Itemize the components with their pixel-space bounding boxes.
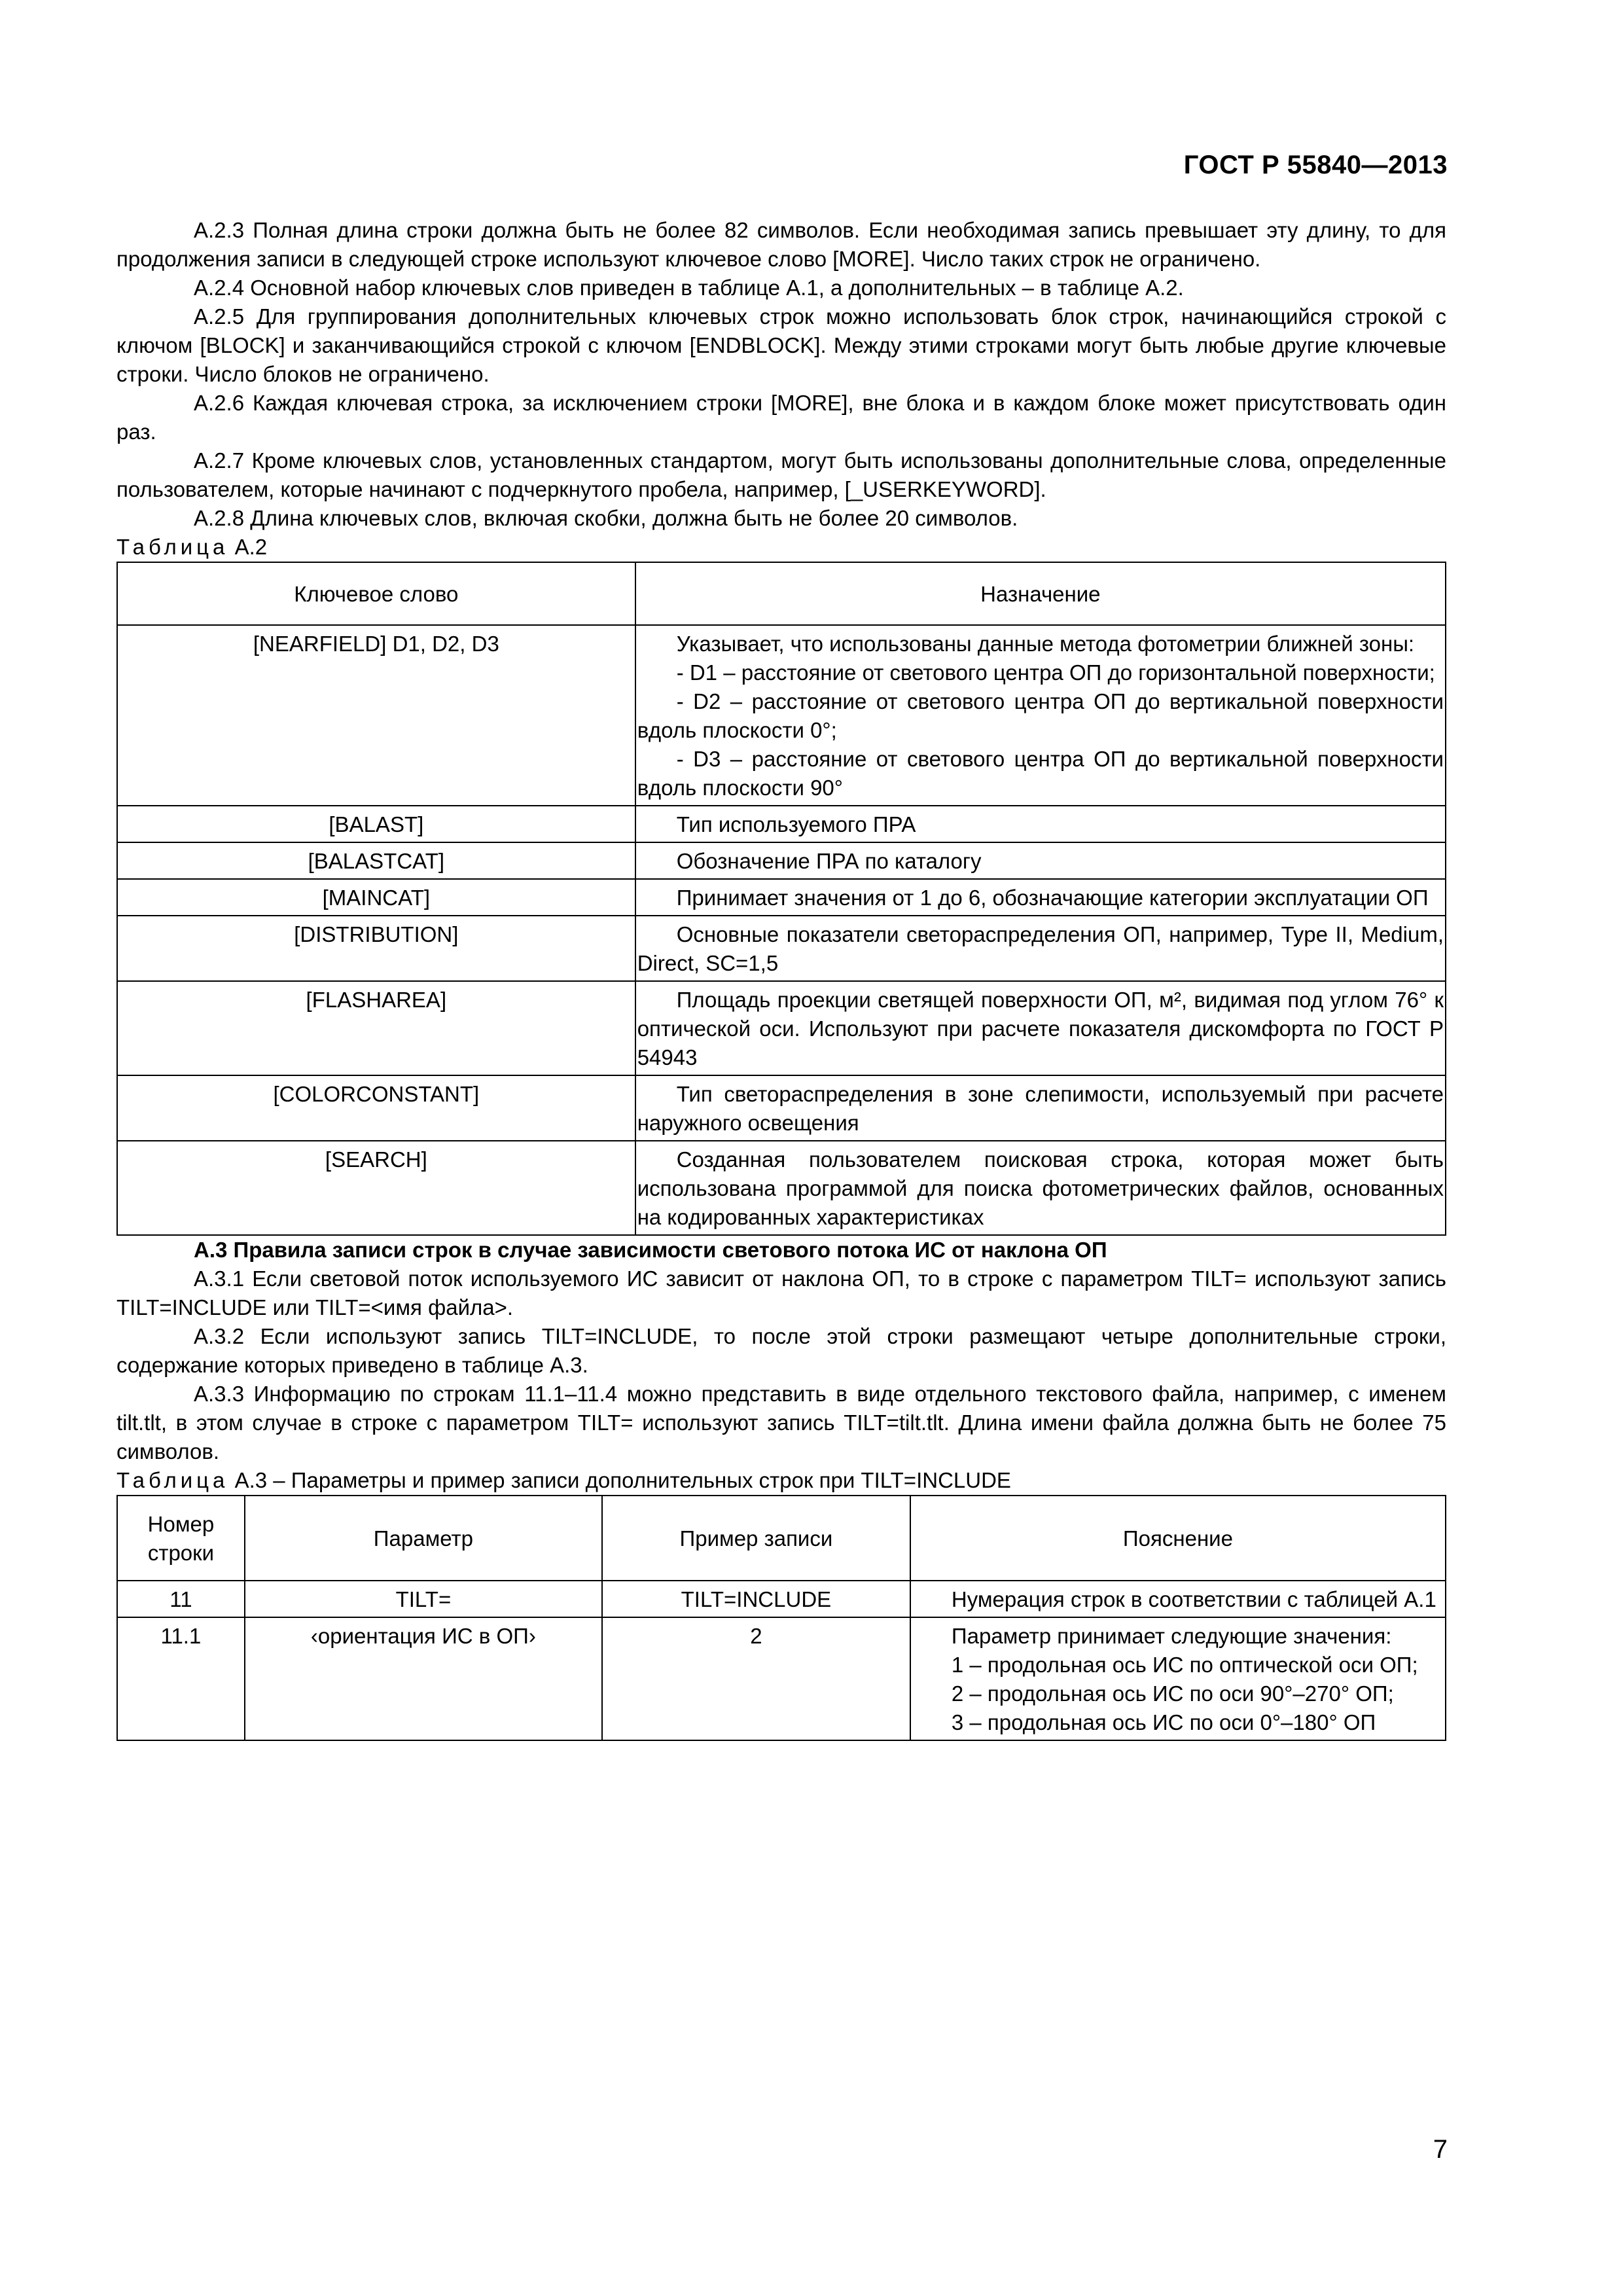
explanation-cell bbox=[910, 1617, 1446, 1740]
explanation-item: 1 – продольная ось ИС по оптической оси ОП; bbox=[951, 1653, 1418, 1677]
row-number-cell: 11.1 bbox=[117, 1617, 245, 1740]
keyword-cell: [SEARCH] bbox=[117, 1141, 635, 1235]
purpose-cell bbox=[635, 916, 1446, 981]
paragraph: А.2.7 Кроме ключевых слов, установленных стандартом, могут быть использованы дополнительные слова, определенные пользователем, которые начинают с подчеркнутого пробела, например, [_USERKEYWORD]. bbox=[116, 448, 1446, 501]
purpose-cell bbox=[635, 842, 1446, 879]
purpose-cell bbox=[635, 1141, 1446, 1235]
purpose-text: Основные показатели светораспределения ОП, например, Type II, Medium, Direct, SC=1,5 bbox=[637, 922, 1444, 975]
document-code: ГОСТ Р 55840—2013 bbox=[1183, 151, 1448, 179]
explanation-text: Параметр принимает следующие значения: bbox=[951, 1624, 1392, 1648]
paragraph: А.3.3 Информацию по строкам 11.1–11.4 можно представить в виде отдельного текстового файла, например, с именем tilt.tlt, в этом случае в строке с параметром TILT= используют запись TILT=tilt.tlt. Длина имени файла должна быть не более 75 символов. bbox=[116, 1382, 1446, 1463]
table-row bbox=[117, 916, 1446, 981]
table-row bbox=[117, 842, 1446, 879]
purpose-cell bbox=[635, 981, 1446, 1075]
table-a3 bbox=[116, 1495, 1446, 1741]
keyword-cell: [NEARFIELD] D1, D2, D3 bbox=[117, 625, 635, 806]
row-number-cell: 11 bbox=[117, 1581, 245, 1617]
purpose-cell bbox=[635, 879, 1446, 916]
table-row bbox=[117, 1581, 1446, 1617]
table-row bbox=[117, 879, 1446, 916]
explanation-item: 3 – продольная ось ИС по оси 0°–180° ОП bbox=[951, 1710, 1376, 1734]
purpose-text: Созданная пользователем поисковая строка, которая может быть использована программой для поиска фотометрических файлов, основанных на кодированных характеристиках bbox=[637, 1147, 1444, 1229]
table-a3-caption bbox=[116, 1466, 1446, 1495]
purpose-text: Принимает значения от 1 до 6, обозначающие категории эксплуатации ОП bbox=[676, 886, 1429, 910]
paragraph: А.3.1 Если световой поток используемого ИС зависит от наклона ОП, то в строке с параметром TILT= используют запись TILT=INCLUDE или TILT=<имя файла>. bbox=[116, 1266, 1446, 1319]
table-row bbox=[117, 981, 1446, 1075]
keyword-cell: [DISTRIBUTION] bbox=[117, 916, 635, 981]
table-a2-header-key: Ключевое слово bbox=[117, 562, 635, 625]
section-a3-paragraphs bbox=[116, 1265, 1446, 1466]
page-content bbox=[116, 216, 1446, 1741]
table-row bbox=[117, 1075, 1446, 1141]
keyword-cell: [MAINCAT] bbox=[117, 879, 635, 916]
top-paragraphs bbox=[116, 216, 1446, 533]
table-row bbox=[117, 806, 1446, 842]
table-a3-header-explanation: Пояснение bbox=[910, 1496, 1446, 1581]
purpose-text: Указывает, что использованы данные метода фотометрии ближней зоны: bbox=[676, 632, 1415, 656]
parameter-cell: ‹ориентация ИС в ОП› bbox=[245, 1617, 602, 1740]
table-a3-body bbox=[117, 1581, 1446, 1740]
purpose-text: Площадь проекции светящей поверхности ОП, м², видимая под углом 76° к оптической оси. Используют при расчете показателя дискомфорта по ГОСТ Р 54943 bbox=[637, 988, 1444, 1069]
keyword-cell: [FLASHAREA] bbox=[117, 981, 635, 1075]
explanation-item: 2 – продольная ось ИС по оси 90°–270° ОП; bbox=[951, 1681, 1394, 1706]
table-a2 bbox=[116, 562, 1446, 1236]
table-a3-header-example: Пример записи bbox=[602, 1496, 910, 1581]
purpose-cell bbox=[635, 1075, 1446, 1141]
table-a3-header-parameter: Параметр bbox=[245, 1496, 602, 1581]
table-row bbox=[117, 1141, 1446, 1235]
table-row bbox=[117, 1617, 1446, 1740]
purpose-cell bbox=[635, 806, 1446, 842]
purpose-item: - D3 – расстояние от светового центра ОП до вертикальной поверхности вдоль плоскости 90° bbox=[637, 747, 1444, 800]
keyword-cell: [COLORCONSTANT] bbox=[117, 1075, 635, 1141]
paragraph: А.2.4 Основной набор ключевых слов приведен в таблице А.1, а дополнительных – в таблице А.2. bbox=[194, 276, 1184, 300]
caption-word: Таблица bbox=[116, 535, 229, 559]
purpose-text: Тип используемого ПРА bbox=[676, 812, 916, 836]
keyword-cell: [BALAST] bbox=[117, 806, 635, 842]
purpose-item: - D1 – расстояние от светового центра ОП до горизонтальной поверхности; bbox=[676, 660, 1435, 685]
purpose-cell bbox=[635, 625, 1446, 806]
paragraph: А.3.2 Если используют запись TILT=INCLUDE, то после этой строки размещают четыре дополнительные строки, содержание которых приведено в таблице А.3. bbox=[116, 1324, 1446, 1377]
explanation-text: Нумерация строк в соответствии с таблицей А.1 bbox=[951, 1587, 1436, 1611]
example-cell: 2 bbox=[602, 1617, 910, 1740]
caption-number: А.2 bbox=[234, 535, 268, 559]
paragraph: А.2.3 Полная длина строки должна быть не более 82 символов. Если необходимая запись превышает эту длину, то для продолжения записи в следующей строке используют ключевое слово [MORE]. Число таких строк не ограничено. bbox=[116, 218, 1446, 271]
example-cell: TILT=INCLUDE bbox=[602, 1581, 910, 1617]
table-a2-body bbox=[117, 625, 1446, 1235]
purpose-item: - D2 – расстояние от светового центра ОП до вертикальной поверхности вдоль плоскости 0°; bbox=[637, 689, 1444, 742]
caption-number: А.3 bbox=[234, 1468, 268, 1492]
table-a3-header-row-number: Номер строки bbox=[117, 1496, 245, 1581]
section-a3-title: А.3 Правила записи строк в случае зависимости светового потока ИС от наклона ОП bbox=[194, 1238, 1107, 1262]
paragraph: А.2.5 Для группирования дополнительных ключевых строк можно использовать блок строк, начинающийся строкой с ключом [BLOCK] и заканчивающийся строкой с ключом [ENDBLOCK]. Между этими строками могут быть любые другие ключевые строки. Число блоков не ограничено. bbox=[116, 304, 1446, 386]
caption-word: Таблица bbox=[116, 1468, 229, 1492]
parameter-cell: TILT= bbox=[245, 1581, 602, 1617]
table-row bbox=[117, 625, 1446, 806]
explanation-cell bbox=[910, 1581, 1446, 1617]
paragraph: А.2.8 Длина ключевых слов, включая скобки, должна быть не более 20 символов. bbox=[194, 506, 1018, 530]
paragraph: А.2.6 Каждая ключевая строка, за исключением строки [MORE], вне блока и в каждом блоке может присутствовать один раз. bbox=[116, 391, 1446, 444]
purpose-text: Тип светораспределения в зоне слепимости, используемый при расчете наружного освещения bbox=[637, 1082, 1444, 1135]
purpose-text: Обозначение ПРА по каталогу bbox=[676, 849, 982, 873]
keyword-cell: [BALASTCAT] bbox=[117, 842, 635, 879]
table-a2-header-purpose: Назначение bbox=[635, 562, 1446, 625]
table-a2-caption bbox=[116, 533, 1446, 562]
page-number: 7 bbox=[1433, 2135, 1448, 2164]
caption-text: – Параметры и пример записи дополнительных строк при TILT=INCLUDE bbox=[267, 1468, 1011, 1492]
